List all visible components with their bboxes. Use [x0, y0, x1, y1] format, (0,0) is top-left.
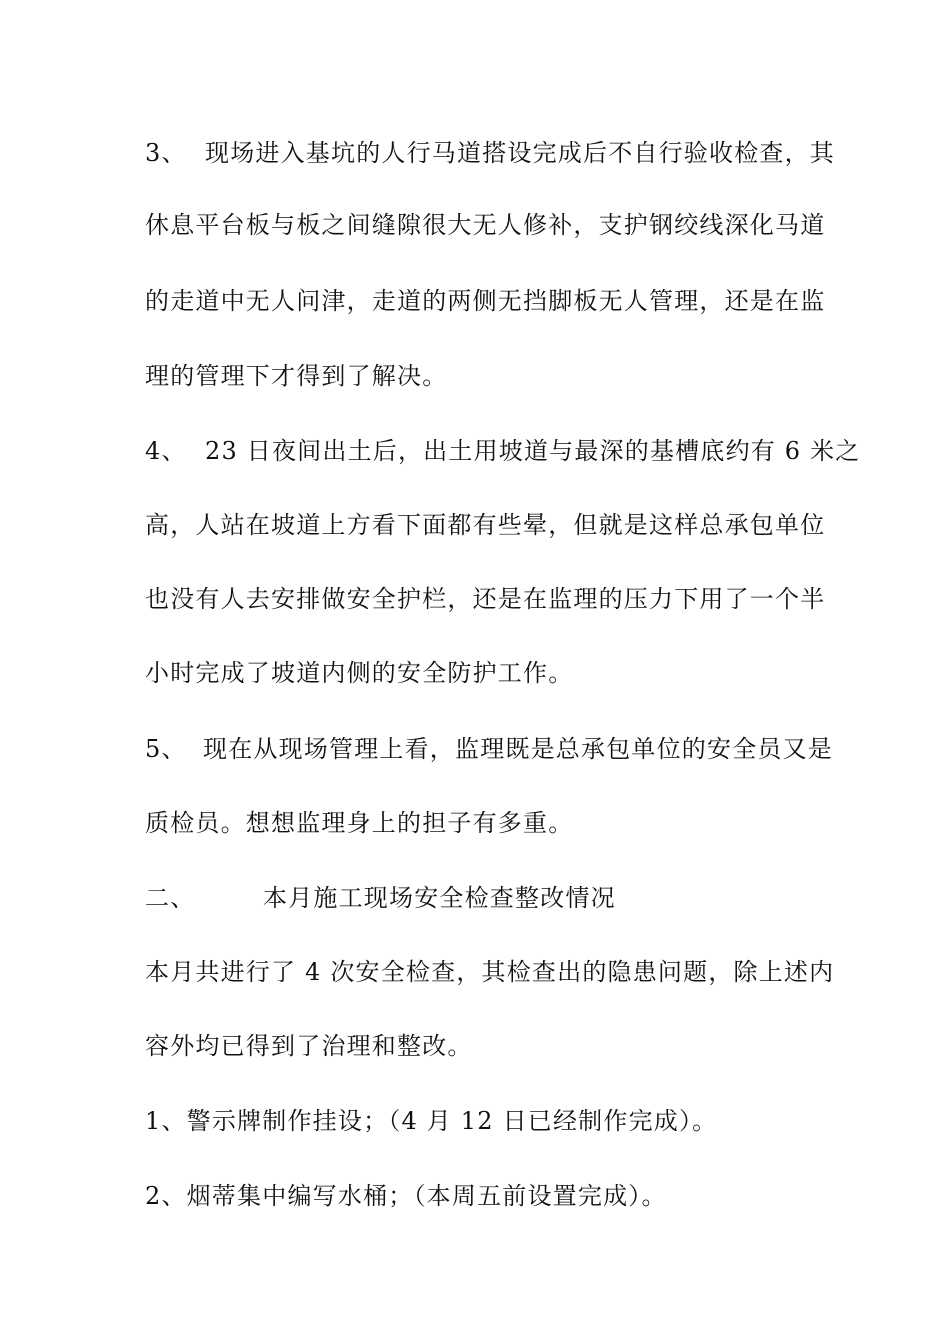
item4-number: 4、: [145, 437, 187, 465]
item5-text-2: 质检员。想想监理身上的担子有多重。: [145, 809, 574, 837]
section2-title: 本月施工现场安全检查整改情况: [263, 884, 616, 912]
item3-text-1: 现场进入基坑的人行马道搭设完成后不自行验收检查，其: [205, 139, 835, 167]
item5-line1: [145, 734, 833, 764]
list-item: 1、警示牌制作挂设；（4 月 12 日已经制作完成）。: [145, 1107, 718, 1135]
item4-text-1: 23 日夜间出土后，出土用坡道与最深的基槽底约有 6 米之: [205, 437, 861, 465]
section2-number: 二、: [145, 884, 196, 912]
item4-text-3: 也没有人去安排做安全护栏，还是在监理的压力下用了一个半: [145, 585, 826, 613]
summary-text-2: 容外均已得到了治理和整改。: [145, 1032, 473, 1060]
item3-number: 3、: [145, 139, 187, 167]
item3-text-2: 休息平台板与板之间缝隙很大无人修补，支护钢绞线深化马道: [145, 211, 826, 239]
item5-number: 5、: [145, 735, 187, 763]
item4-text-4: 小时完成了坡道内侧的安全防护工作。: [145, 659, 574, 687]
item3-line1: [145, 138, 835, 168]
item3-text-3: 的走道中无人问津，走道的两侧无挡脚板无人管理，还是在监: [145, 287, 826, 315]
section2-heading: [145, 883, 616, 913]
item4-line1: [145, 436, 861, 466]
item5-text-1: 现在从现场管理上看，监理既是总承包单位的安全员又是: [203, 735, 833, 763]
item3-text-4: 理的管理下才得到了解决。: [145, 362, 448, 390]
item4-text-2: 高，人站在坡道上方看下面都有些晕，但就是这样总承包单位: [145, 511, 826, 539]
summary-text-1: 本月共进行了 4 次安全检查，其检查出的隐患问题，除上述内: [145, 958, 835, 986]
list-item: 2、烟蒂集中编写水桶；（本周五前设置完成）。: [145, 1182, 667, 1210]
